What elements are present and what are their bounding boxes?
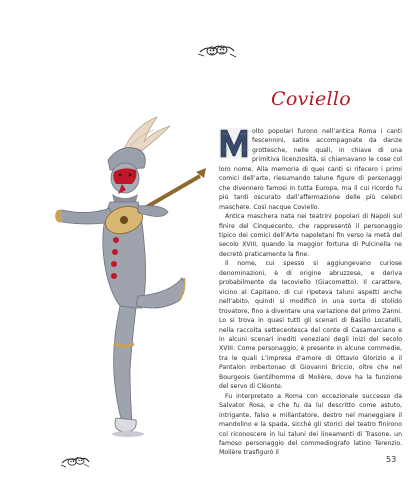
article-body	[219, 127, 402, 458]
masks-ornament-icon	[60, 453, 90, 469]
article-paragraph: Il nome, cui spesso si aggiungevano curiose denominazioni, è di origine abruzzese, e deriva probabilmente da Iacoviello (Giacometto). Il carattere, vicino al Capitano, di cui ripeteva taluni aspetti anche nell’abito, quindi si modificò in una sorta di stolido trovatore, fino a diventare una variazione del primo Zanni. Lo si trova in quasi tutti gli scenari di Basilio Locatelli, nella raccolta settecentesca del conte di Casamarciano e in alcuni scenari inediti veneziani degli inizi del secolo XVIII. Come personaggio, è presente in alcune commedie, tra le quali L’impresa d’amore di Ottavio Glorizio e il Pantalon imbertonao di Giovanni Briccio, oltre che nel Bourgeois Gentilhomme di Molière, dove ha la funzione del servo di Cléonte.	[219, 260, 402, 391]
article-paragraph: Fu interpretato a Roma con eccezionale successo da Salvator Rosa, e che fu da lui descritto come astuto, intrigante, falso e millantatore, destro nel maneggiare il mandolino e la spada, sicché gli storici del teatro finirono col riconoscere in lui taluni dei lineamenti di Trasone, un famoso personaggio del commediografo latino Terenzio. Molière trasfigurò il	[219, 392, 402, 457]
drop-cap	[219, 128, 249, 159]
page-title: Coviello	[270, 88, 352, 110]
masks-ornament-icon	[196, 40, 238, 60]
page-number: 53	[386, 455, 397, 464]
article-paragraph: olto popolari furono nell’antica Roma i canti fescennini, satire accompagnate da danze grottesche, nelle quali, in chiave di una primitiva licenziosità, si chiamavano le cose col loro nome. Alla memoria di quei canti si rifecero i primi comici dell’arte, riesumando talune figure di personaggi che divennero famosi in tutta Europa, ma il cui ricordo fu più tardi oscurato dall’affermazione delle più celebri maschere. Così nacque Coviello.	[219, 128, 402, 211]
article-paragraph: Antica maschera nata nei teatrini popolari di Napoli sul finire del Cinquecento, che rappresentò il personaggio tipico dei comici dell’Arte napoletani fin verso la metà del secolo XVIII, quando la maggior fortuna di Pulcinella ne decretò praticamente la fine.	[219, 213, 402, 258]
coviello-illustration	[52, 112, 210, 442]
